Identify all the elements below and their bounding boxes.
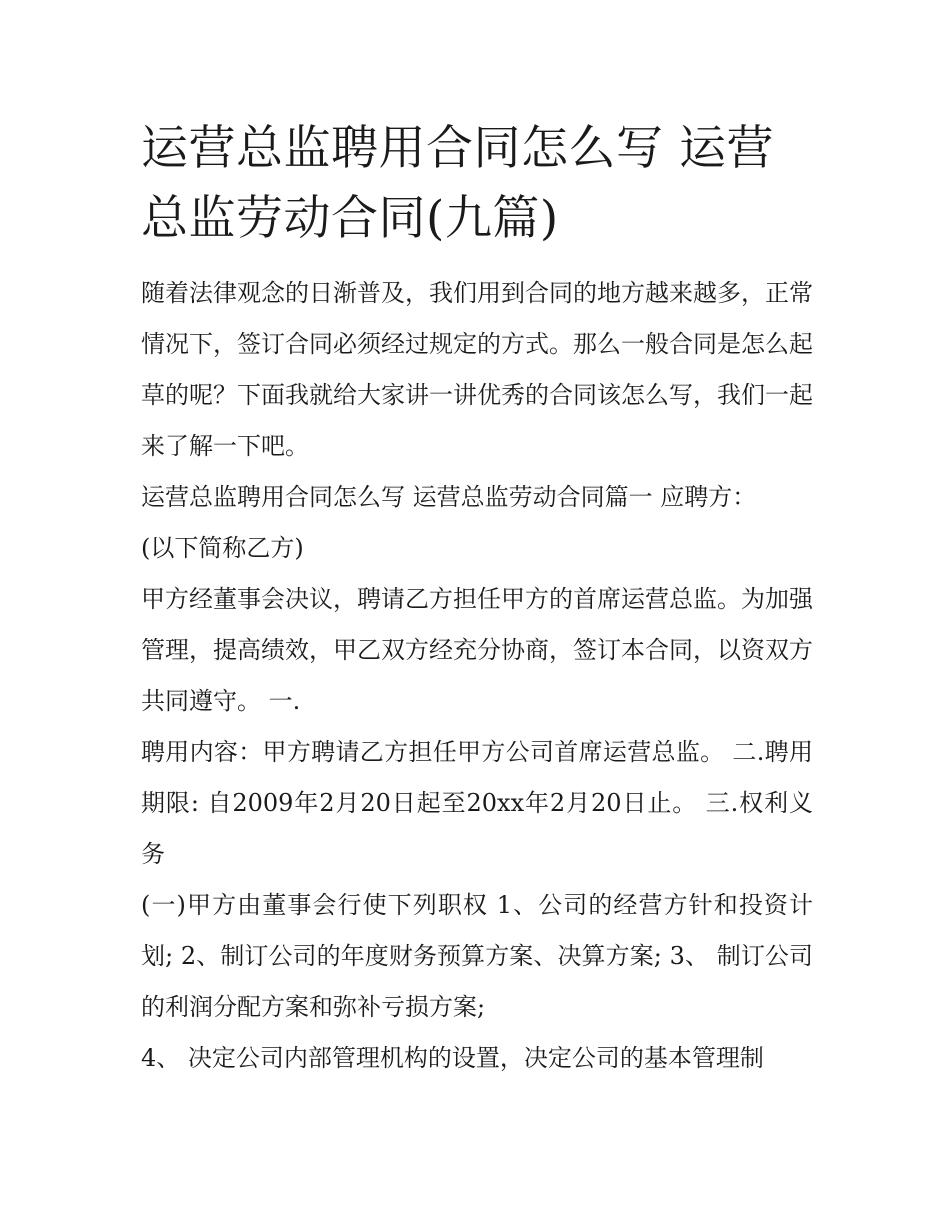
- paragraph-intro: 随着法律观念的日渐普及，我们用到合同的地方越来越多，正常情况下，签订合同必须经过规定的方式。那么一般合同是怎么起草的呢？下面我就给大家讲一讲优秀的合同该怎么写，我们一起来了解一下吧。: [141, 279, 813, 460]
- paragraph-section-heading: 运营总监聘用合同怎么写 运营总监劳动合同篇一 应聘方：: [141, 483, 757, 511]
- paragraph-item-4: 4、 决定公司内部管理机构的设置，决定公司的基本管理制: [141, 1044, 764, 1072]
- document-title: 运营总监聘用合同怎么写 运营总监劳动合同(九篇): [141, 121, 774, 246]
- paragraph-employment-content: 聘用内容：甲方聘请乙方担任甲方公司首席运营总监。 二.聘用期限: 自2009年2月20日起至20xx年2月20日止。 三.权利义务: [141, 738, 813, 868]
- paragraph-party-b: (以下简称乙方): [141, 534, 304, 562]
- paragraph-party-a-rights: (一)甲方由董事会行使下列职权 1、公司的经营方针和投资计划; 2、制订公司的年度财务预算方案、决算方案; 3、 制订公司的利润分配方案和弥补亏损方案;: [141, 891, 813, 1021]
- document-body: [141, 114, 813, 1084]
- paragraph-agreement: 甲方经董事会决议，聘请乙方担任甲方的首席运营总监。为加强管理，提高绩效，甲乙双方经充分协商，签订本合同，以资双方共同遵守。 一.: [141, 585, 813, 715]
